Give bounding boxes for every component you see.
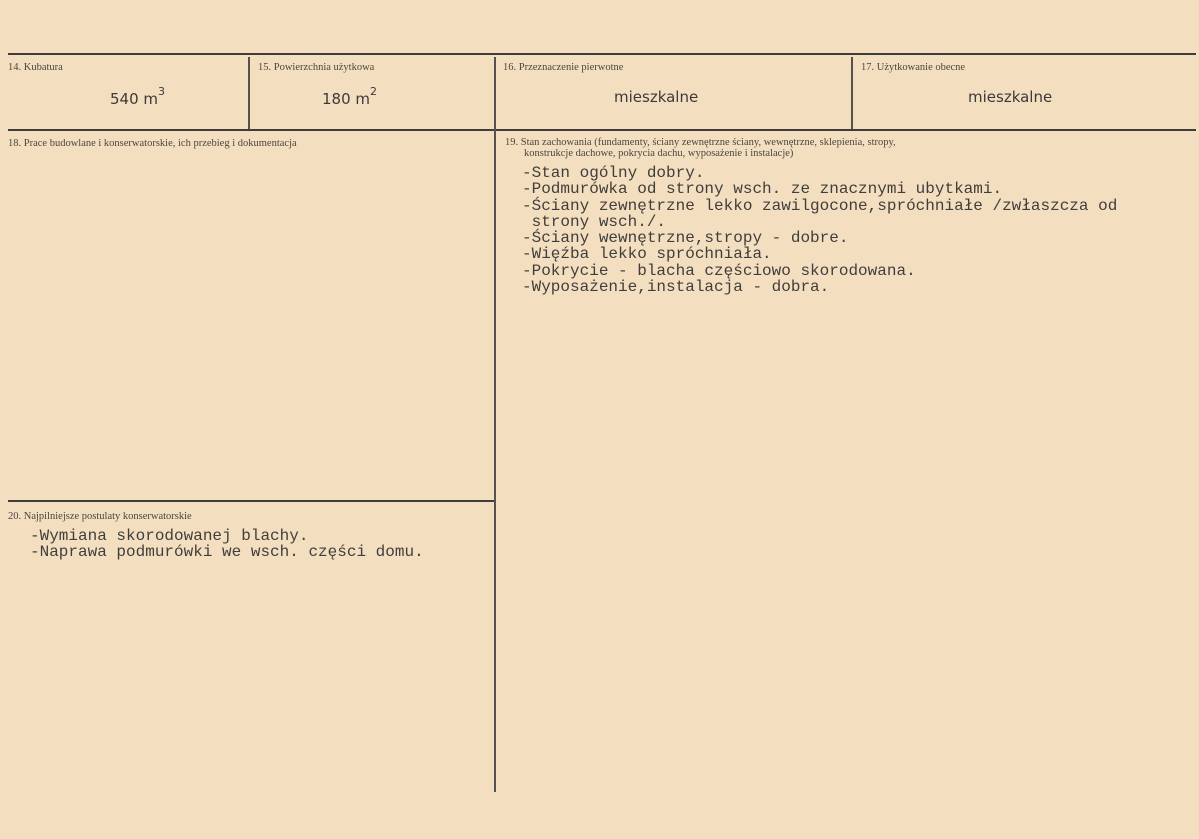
field-15-unit-exponent: 2: [370, 85, 378, 98]
field-14-label: 14. Kubatura: [8, 62, 63, 73]
condition-line: -Pokrycie - blacha częściowo skorodowana.: [522, 261, 916, 280]
condition-line: -Stan ogólny dobry.: [522, 164, 705, 182]
condition-line: -Ściany wewnętrzne,stropy - dobre.: [522, 229, 849, 248]
field-15-label: 15. Powierzchnia użytkowa: [258, 62, 375, 73]
row-divider-rule: [8, 129, 1196, 131]
condition-line: -Wyposażenie,instalacja - dobra.: [522, 278, 830, 297]
condition-line: strony wsch./.: [522, 212, 667, 231]
field-17-label: 17. Użytkowanie obecne: [861, 62, 966, 73]
condition-line: -Ściany zewnętrzne lekko zawilgocone,spróchniałe /zwłaszcza od: [522, 196, 1118, 215]
field-19-label: [505, 137, 896, 159]
field-15-value-text: 180 m: [322, 90, 371, 108]
field-18-label: 18. Prace budowlane i konserwatorskie, ich przebieg i dokumentacja: [8, 138, 297, 149]
field-20-label: 20. Najpilniejsze postulaty konserwatorskie: [8, 511, 192, 522]
condition-line: -Podmurówka od strony wsch. ze znacznymi ubytkami.: [522, 180, 1003, 199]
field-14-value: [110, 85, 166, 108]
postulate-line: -Wymiana skorodowanej blachy.: [30, 527, 309, 545]
field-17-value: mieszkalne: [968, 88, 1053, 106]
section-20-divider-rule: [8, 500, 496, 502]
field-19-label-line: 19. Stan zachowania (fundamenty, ściany zewnętrzne ściany, wewnętrzne, sklepienia, stropy,: [505, 137, 896, 148]
field-14-unit-exponent: 3: [158, 85, 166, 98]
condition-line: -Więźba lekko spróchniała.: [522, 245, 772, 264]
column-divider-15-16: [494, 57, 496, 792]
field-16-label: 16. Przeznaczenie pierwotne: [503, 62, 624, 73]
field-19-condition-text: [522, 165, 1117, 295]
field-19-label-line: konstrukcje dachowe, pokrycia dachu, wyposażenie i instalacje): [524, 148, 794, 159]
field-15-value: [322, 85, 378, 108]
top-rule: [8, 53, 1196, 55]
postulate-line: -Naprawa podmurówki we wsch. części domu.: [30, 543, 424, 562]
field-14-value-text: 540 m: [110, 90, 159, 108]
field-16-value: mieszkalne: [614, 88, 699, 106]
column-divider-16-17: [851, 57, 853, 129]
column-divider-14-15: [248, 57, 250, 129]
field-20-postulates-text: [30, 528, 424, 561]
